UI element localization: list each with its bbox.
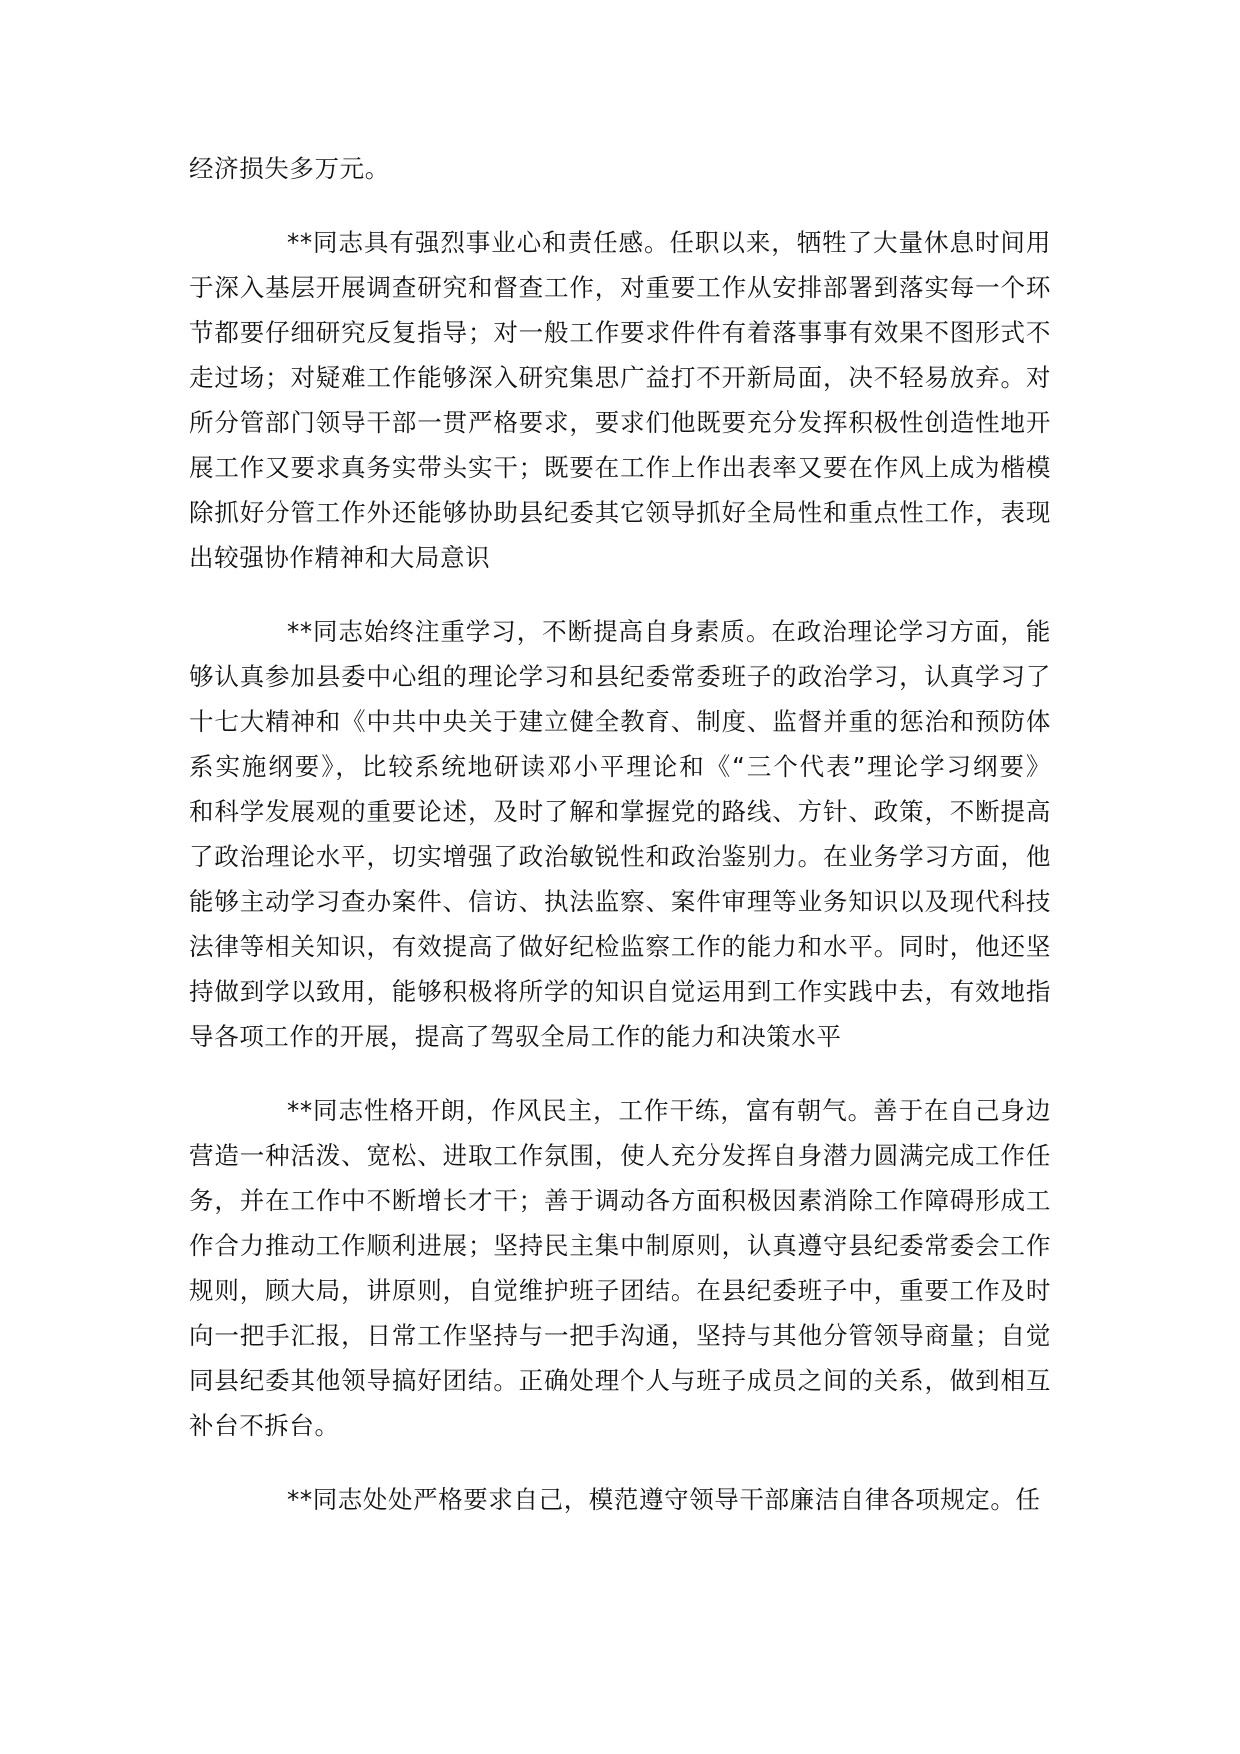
paragraph-line: **同志处处严格要求自己，模范遵守领导干部廉洁自律各项规定。任 xyxy=(287,1485,1041,1514)
paragraph-line: 走过场；对疑难工作能够深入研究集思广益打不开新局面，决不轻易放弃。对 xyxy=(189,363,1051,392)
paragraph-line: 向一把手汇报，日常工作坚持与一把手沟通，坚持与其他分管领导商量；自觉 xyxy=(189,1321,1051,1350)
paragraph-line: 出较强协作精神和大局意识 xyxy=(189,543,491,572)
paragraph-spacer xyxy=(189,1059,1051,1088)
paragraph-spacer xyxy=(189,580,1051,609)
paragraph-line: 经济损失多万元。 xyxy=(189,154,390,183)
paragraph-line: 和科学发展观的重要论述，及时了解和掌握党的路线、方针、政策，不断提高 xyxy=(189,797,1051,826)
paragraph-line: 能够主动学习查办案件、信访、执法监察、案件审理等业务知识以及现代科技 xyxy=(189,887,1051,916)
paragraph-line: 于深入基层开展调查研究和督查工作，对重要工作从安排部署到落实每一个环 xyxy=(189,273,1051,302)
paragraph-line: 务，并在工作中不断增长才干；善于调动各方面积极因素消除工作障碍形成工 xyxy=(189,1186,1051,1215)
paragraph-line: 节都要仔细研究反复指导；对一般工作要求件件有着落事事有效果不图形式不 xyxy=(189,318,1051,347)
paragraph-line: 了政治理论水平，切实增强了政治敏锐性和政治鉴别力。在业务学习方面，他 xyxy=(189,842,1051,871)
document-body xyxy=(189,146,1051,1522)
paragraph-spacer xyxy=(189,191,1051,220)
paragraph-line: 营造一种活泼、宽松、进取工作氛围，使人充分发挥自身潜力圆满完成工作任 xyxy=(189,1141,1051,1170)
paragraph-line: 持做到学以致用，能够积极将所学的知识自觉运用到工作实践中去，有效地指 xyxy=(189,977,1051,1006)
paragraph-line: 除抓好分管工作外还能够协助县纪委其它领导抓好全局性和重点性工作，表现 xyxy=(189,498,1051,527)
paragraph-line: 够认真参加县委中心组的理论学习和县纪委常委班子的政治学习，认真学习了 xyxy=(189,662,1051,691)
paragraph-line: 同县纪委其他领导搞好团结。正确处理个人与班子成员之间的关系，做到相互 xyxy=(189,1366,1051,1395)
paragraph xyxy=(189,146,1051,191)
paragraph-line: 规则，顾大局，讲原则，自觉维护班子团结。在县纪委班子中，重要工作及时 xyxy=(189,1276,1051,1305)
paragraph-line: 补台不拆台。 xyxy=(189,1411,340,1440)
paragraph-line: 导各项工作的开展，提高了驾驭全局工作的能力和决策水平 xyxy=(189,1022,842,1051)
paragraph-line: 作合力推动工作顺利进展；坚持民主集中制原则，认真遵守县纪委常委会工作 xyxy=(189,1231,1051,1260)
paragraph-line: **同志具有强烈事业心和责任感。任职以来，牺牲了大量休息时间用 xyxy=(287,228,1051,257)
paragraph-line: **同志始终注重学习，不断提高自身素质。在政治理论学习方面，能 xyxy=(287,617,1051,646)
paragraph-line: **同志性格开朗，作风民主，工作干练，富有朝气。善于在自己身边 xyxy=(287,1096,1051,1125)
paragraph-line: 所分管部门领导干部一贯严格要求，要求们他既要充分发挥积极性创造性地开 xyxy=(189,408,1051,437)
paragraph xyxy=(189,1477,1051,1522)
paragraph xyxy=(189,220,1051,580)
paragraph xyxy=(189,609,1051,1059)
paragraph xyxy=(189,1088,1051,1448)
paragraph-spacer xyxy=(189,1448,1051,1477)
paragraph-line: 十七大精神和《中共中央关于建立健全教育、制度、监督并重的惩治和预防体 xyxy=(189,707,1051,736)
paragraph-line: 法律等相关知识，有效提高了做好纪检监察工作的能力和水平。同时，他还坚 xyxy=(189,932,1051,961)
paragraph-line: 展工作又要求真务实带头实干；既要在工作上作出表率又要在作风上成为楷模 xyxy=(189,453,1051,482)
paragraph-line: 系实施纲要》，比较系统地研读邓小平理论和《“三个代表”理论学习纲要》 xyxy=(189,752,1051,781)
